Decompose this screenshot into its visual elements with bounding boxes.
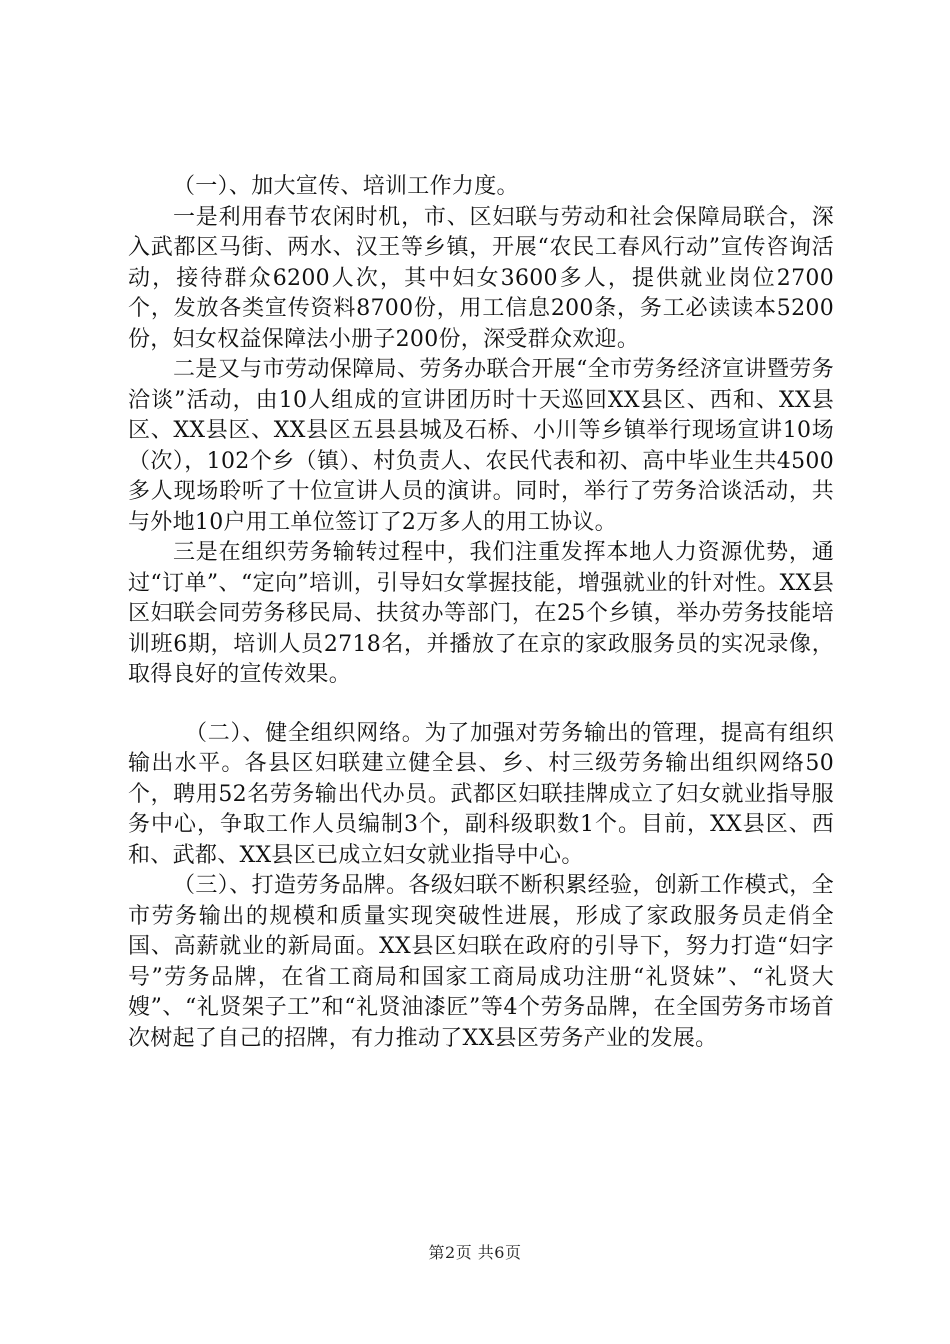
paragraph-point-3: 三是在组织劳务输转过程中，我们注重发挥本地人力资源优势，通过“订单”、“定向”培训，引导妇女掌握技能，增强就业的针对性。XX县区妇联会同劳务移民局、扶贫办等部门，在25个乡镇，举办劳务技能培训班6期，培训人员2718名，并播放了在京的家政服务员的实况录像，取得良好的宣传效果。 — [128, 540, 834, 687]
page-number-footer: 第2页 共6页 — [428, 1243, 522, 1262]
section-heading-1: （一）、加大宣传、培训工作力度。 — [173, 174, 519, 199]
document-body — [128, 172, 834, 1054]
paragraph-spacer — [128, 691, 834, 719]
paragraph-point-2: 二是又与市劳动保障局、劳务办联合开展“全市劳务经济宣讲暨劳务洽谈”活动，由10人组成的宣讲团历时十天巡回XX县区、西和、XX县区、XX县区、XX县区五县县城及石桥、小川等乡镇举行现场宣讲10场（次），102个乡（镇）、村负责人、农民代表和初、高中毕业生共4500多人现场聆听了十位宣讲人员的演讲。同时，举行了劳务洽谈活动，共与外地10户用工单位签订了2万多人的用工协议。 — [128, 357, 834, 535]
section-paragraph-2: （二）、健全组织网络。为了加强对劳务输出的管理，提高有组织输出水平。各县区妇联建立健全县、乡、村三级劳务输出组织网络50个，聘用52名劳务输出代办员。武都区妇联挂牌成立了妇女就业指导服务中心，争取工作人员编制3个，副科级职数1个。目前，XX县区、西和、武都、XX县区已成立妇女就业指导中心。 — [128, 720, 834, 868]
section-paragraph-3: （三）、打造劳务品牌。各级妇联不断积累经验，创新工作模式，全市劳务输出的规模和质量实现突破性进展，形成了家政服务员走俏全国、高薪就业的新局面。XX县区妇联在政府的引导下，努力打造“妇字号”劳务品牌，在省工商局和国家工商局成功注册“礼贤妹”、“礼贤大嫂”、“礼贤架子工”和“礼贤油漆匠”等4个劳务品牌，在全国劳务市场首次树起了自己的招牌，有力推动了XX县区劳务产业的发展。 — [128, 873, 834, 1051]
paragraph-point-1: 一是利用春节农闲时机，市、区妇联与劳动和社会保障局联合，深入武都区马街、两水、汉王等乡镇，开展“农民工春风行动”宣传咨询活动，接待群众6200人次，其中妇女3600多人，提供就业岗位2700个，发放各类宣传资料8700份，用工信息200条，务工必读读本5200份，妇女权益保障法小册子200份，深受群众欢迎。 — [128, 204, 834, 352]
